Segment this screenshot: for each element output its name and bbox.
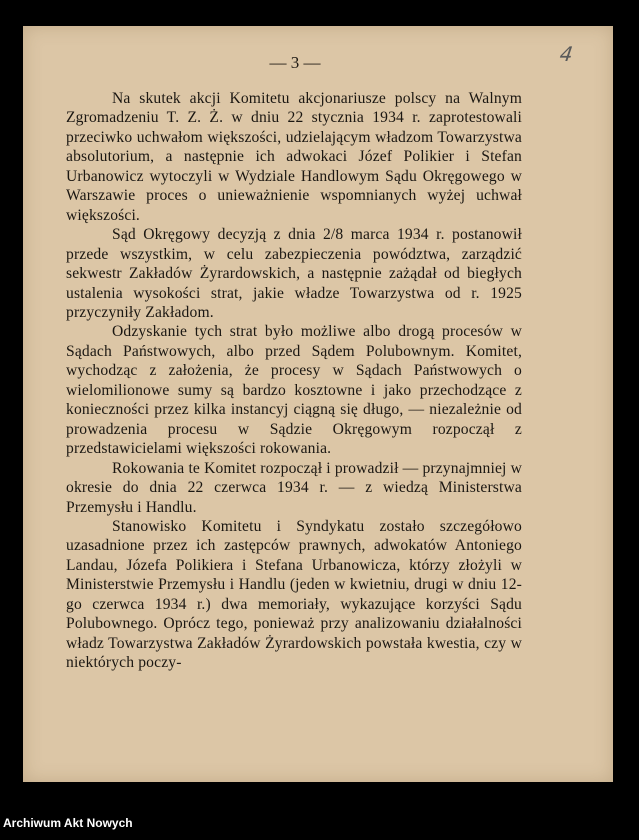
document-body bbox=[66, 89, 522, 673]
paragraph: Odzyskanie tych strat było możliwe albo drogą procesów w Sądach Państwowych, albo przed Sądem Polubownym. Komitet, wychodząc z założenia, że procesy w Sądach Państwowych o wielomilionowe sumy są bardzo kosztowne i jako przechodzące z konieczności przez kilka instancyj ciągną się długo, — niezależnie od prowadzenia procesu w Sądzie Okręgowym rozpoczął z przedstawicielami większości rokowania. bbox=[66, 323, 522, 458]
document-page bbox=[23, 26, 613, 782]
paragraph: Sąd Okręgowy decyzją z dnia 2/8 marca 1934 r. postanowił przede wszystkim, w celu zabezpieczenia powództwa, zarządzić sekwestr Zakładów Żyrardowskich, a następnie zażądał od biegłych ustalenia wysokości strat, jakie władze Towarzystwa od r. 1925 przyczyniły Zakładom. bbox=[66, 226, 522, 321]
paragraph: Rokowania te Komitet rozpoczął i prowadził — przynajmniej w okresie do dnia 22 czerwca 1934 r. — z wiedzą Ministerstwa Przemysłu i Handlu. bbox=[66, 459, 522, 516]
archive-page-annotation: 4 bbox=[558, 42, 575, 66]
archive-footer-bar bbox=[0, 782, 639, 840]
page-number: — 3 — bbox=[269, 53, 321, 72]
paragraph: Stanowisko Komitetu i Syndykatu zostało szczegółowo uzasadnione przez ich zastępców prawnych, adwokatów Antoniego Landau, Józefa Polikiera i Stefana Urbanowicza, którzy złożyli w Ministerstwie Przemysłu i Handlu (jeden w kwietniu, drugi w dniu 12-go czerwca 1934 r.) dwa memoriały, wykazujące korzyści Sądu Polubownego. Oprócz tego, ponieważ przy analizowaniu działalności władz Towarzystwa Zakładów Żyrardowskich powstała kwestia, czy w niektórych poczy- bbox=[66, 517, 522, 672]
archive-name-label: Archiwum Akt Nowych bbox=[3, 816, 133, 830]
paragraph: Na skutek akcji Komitetu akcjonariusze polscy na Walnym Zgromadzeniu T. Z. Ż. w dniu 22 stycznia 1934 r. zaprotestowali przeciwko uchwałom większości, udzielającym władzom Towarzystwa absolutorium, a następnie ich adwokaci Józef Polikier i Stefan Urbanowicz wytoczyli w Wydziale Handlowym Sądu Okręgowego w Warszawie proces o unieważnienie wspomnianych wyżej uchwał większości. bbox=[66, 90, 522, 224]
